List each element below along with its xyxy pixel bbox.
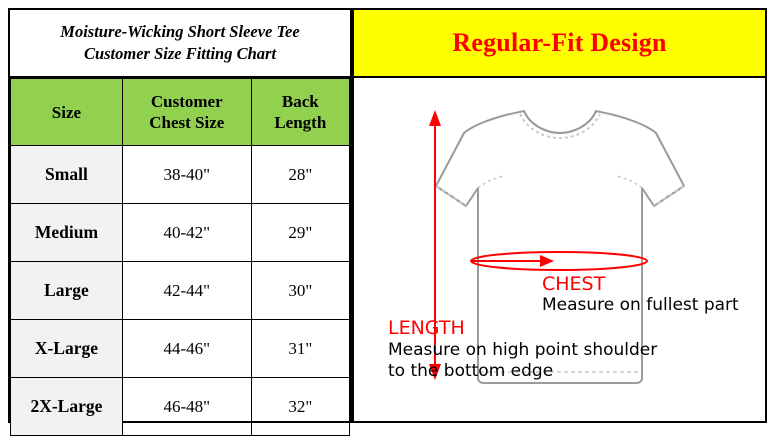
table-row [11,262,350,320]
length-label: LENGTH [388,317,465,339]
column-header-length-line1: Back [281,92,319,111]
table-header-row [11,79,350,146]
size-chart-panel [8,8,352,423]
size-chart-title [10,10,350,78]
cell-chest: 42-44" [122,262,251,320]
size-chart-title-line1: Moisture-Wicking Short Sleeve Tee [60,22,300,41]
chest-label: CHEST [542,273,606,295]
size-table [10,78,350,436]
fit-panel [352,8,767,423]
cell-size: Large [11,262,123,320]
cell-chest: 46-48" [122,378,251,436]
column-header-size [11,79,123,146]
cell-chest: 40-42" [122,204,251,262]
cell-length: 31" [251,320,349,378]
chest-note: Measure on fullest part [542,295,739,315]
table-row [11,146,350,204]
column-header-chest-line2: Chest Size [149,113,225,132]
fit-panel-title: Regular-Fit Design [354,10,765,78]
column-header-chest-line1: Customer [150,92,223,111]
cell-chest: 44-46" [122,320,251,378]
cell-size: X-Large [11,320,123,378]
column-header-length-line2: Length [274,113,327,132]
table-row [11,378,350,436]
column-header-size-line1: Size [51,102,82,122]
size-chart-title-line2: Customer Size Fitting Chart [83,44,277,63]
cell-size: 2X-Large [11,378,123,436]
cell-length: 32" [251,378,349,436]
cell-size: Medium [11,204,123,262]
cell-chest: 38-40" [122,146,251,204]
cell-length: 29" [251,204,349,262]
fit-diagram [354,78,765,421]
column-header-chest [122,79,251,146]
table-row [11,320,350,378]
length-note-line2: to the bottom edge [388,361,554,381]
cell-length: 28" [251,146,349,204]
column-header-length [251,79,349,146]
cell-size: Small [11,146,123,204]
length-note-line1: Measure on high point shoulder [388,340,658,360]
cell-length: 30" [251,262,349,320]
table-row [11,204,350,262]
